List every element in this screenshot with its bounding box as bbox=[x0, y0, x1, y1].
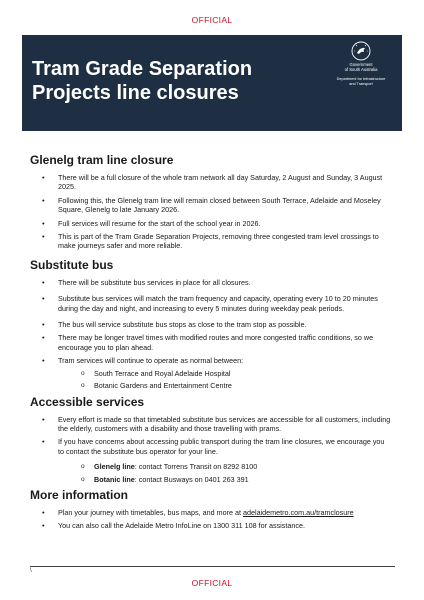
section-more-information bbox=[30, 488, 392, 531]
accessible-list bbox=[30, 415, 392, 484]
list-item: • Every effort is made so that timetabled substitute bus services are accessible for all customers, including the elderly, customers with a disability and those travelling with prams. bbox=[30, 415, 392, 434]
classification-top: OFFICIAL bbox=[191, 15, 233, 25]
footer-divider bbox=[30, 566, 395, 567]
contact-sublist bbox=[58, 462, 392, 484]
page-title-line-2: Projects line closures bbox=[32, 82, 239, 104]
list-item-tram-continue bbox=[30, 356, 392, 390]
logo-dept-line-1: Department for Infrastructure bbox=[336, 77, 386, 81]
list-item: • The bus will service substitute bus stops as close to the tram stop as possible. bbox=[30, 320, 392, 329]
logo-text-line-1: Government bbox=[349, 62, 373, 67]
contact-text: : contact Busways on 0401 263 391 bbox=[134, 474, 249, 484]
sub-list-item: o Botanic Gardens and Entertainment Centre bbox=[58, 381, 392, 390]
bus-list bbox=[30, 278, 392, 391]
section-glenelg bbox=[30, 153, 392, 251]
sub-list-item: o South Terrace and Royal Adelaide Hospital bbox=[58, 369, 392, 378]
footer-mark: \ bbox=[30, 568, 32, 574]
section-heading-bus: Substitute bus bbox=[30, 257, 114, 272]
glenelg-list bbox=[30, 173, 392, 251]
list-item: • This is part of the Tram Grade Separation Projects, removing three congested tram level crossings to make journeys safer and more reliable. bbox=[30, 232, 392, 251]
title-banner bbox=[22, 35, 402, 131]
page-title bbox=[32, 57, 252, 105]
contact-text: : contact Torrens Transit on 8292 8100 bbox=[134, 462, 258, 472]
contact-label: Botanic line bbox=[94, 474, 135, 484]
section-heading-glenelg: Glenelg tram line closure bbox=[30, 153, 174, 167]
list-item-contacts bbox=[30, 437, 392, 484]
section-substitute-bus bbox=[30, 258, 392, 391]
list-item-plan-journey bbox=[30, 508, 392, 517]
tramclosure-link[interactable]: adelaidemetro.com.au/tramclosure bbox=[242, 507, 354, 517]
list-item-text: Plan your journey with timetables, bus maps, and more at bbox=[58, 507, 243, 517]
list-item: • There will be substitute bus services in place for all closures. bbox=[30, 278, 392, 287]
contact-botanic-line bbox=[58, 475, 392, 484]
list-item: • You can also call the Adelaide Metro InfoLine on 1300 311 108 for assistance. bbox=[30, 521, 392, 530]
tram-operate-sublist bbox=[58, 369, 392, 391]
logo-text bbox=[325, 62, 397, 72]
list-item: • There may be longer travel times with modified routes and more congested traffic conditions, so we encourage you to plan ahead. bbox=[30, 333, 392, 352]
logo-dept-line-2: and Transport bbox=[349, 81, 373, 86]
list-item-text: Tram services will continue to operate as normal between: bbox=[58, 356, 244, 366]
contact-label: Glenelg line bbox=[94, 462, 135, 472]
contact-glenelg-line bbox=[58, 462, 392, 471]
more-list bbox=[30, 508, 392, 531]
logo-text-line-2: of South Australia bbox=[344, 67, 378, 72]
list-item: • Substitute bus services will match the tram frequency and capacity, operating every 10 to 20 minutes during the day and night, and increasing to every 5 minutes during weekday peak periods. bbox=[30, 294, 392, 313]
section-heading-accessible: Accessible services bbox=[30, 394, 145, 409]
list-item: • There will be a full closure of the whole tram network all day Saturday, 2 August and Sunday, 3 August 2025. bbox=[30, 173, 392, 192]
list-item: • Following this, the Glenelg tram line will remain closed between South Terrace, Adelaide and Moseley Square, Glenelg to late January 2026. bbox=[30, 196, 392, 215]
section-heading-more: More information bbox=[30, 487, 128, 502]
government-logo bbox=[325, 41, 397, 91]
classification-bottom: OFFICIAL bbox=[191, 578, 233, 588]
list-item-text: If you have concerns about accessing public transport during the tram line closures, we encourage you to contact the substitute bus operator for your line. bbox=[58, 437, 385, 456]
section-accessible-services bbox=[30, 395, 392, 484]
piping-shrike-crest-icon bbox=[351, 41, 371, 61]
page-title-line-1: Tram Grade Separation bbox=[32, 58, 253, 80]
list-item: • Full services will resume for the start of the school year in 2026. bbox=[30, 219, 392, 228]
document-body bbox=[30, 153, 392, 535]
logo-department bbox=[325, 77, 397, 86]
